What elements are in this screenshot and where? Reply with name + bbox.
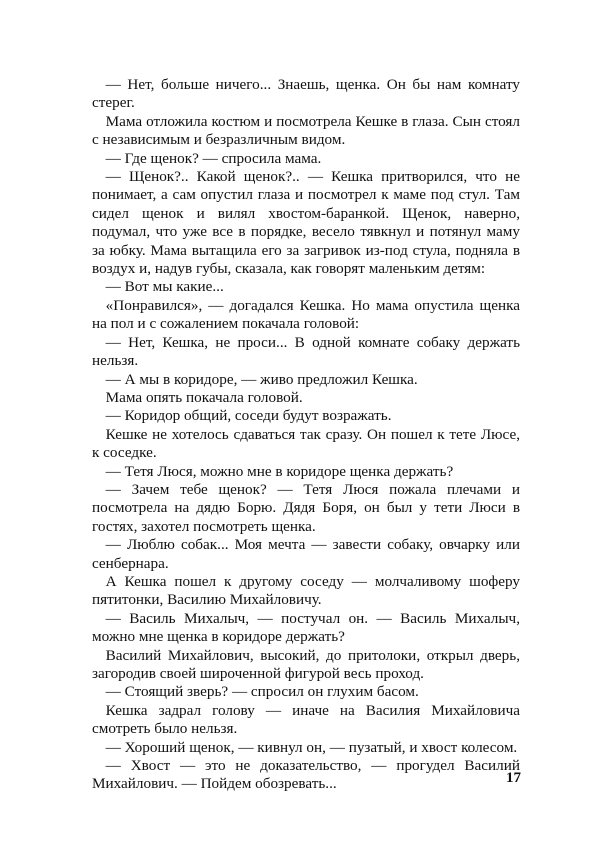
page-number: 17: [506, 770, 521, 786]
paragraph: — Хороший щенок, — кивнул он, — пузатый, и хвост колесом.: [105, 738, 518, 756]
paragraph: — Коридор общий, соседи будут возражать.: [105, 407, 392, 425]
paragraph: — Вот мы какие...: [105, 278, 224, 296]
page-body: [92, 76, 520, 794]
paragraph: — Нет, больше ничего... Знаешь, щенка. Он бы нам комнату стерег.: [92, 76, 520, 112]
paragraph: — Стоящий зверь? — спросил он глухим басом.: [105, 683, 419, 701]
paragraph: Кешке не хотелось сдаваться так сразу. Он пошел к тете Люсе, к соседке.: [92, 425, 520, 462]
paragraph: — Тетя Люся, можно мне в коридоре щенка держать?: [105, 462, 454, 480]
paragraph: — Василь Михалыч, — постучал он. — Василь Михалыч, можно мне щенка в коридоре держать?: [92, 609, 520, 646]
paragraph: — А мы в коридоре, — живо предложил Кешка.: [105, 370, 418, 388]
paragraph: Василий Михайлович, высокий, до притолоки, открыл дверь, загородив своей широченной фигурой весь проход.: [92, 646, 520, 682]
paragraph: «Понравился», — догадался Кешка. Но мама опустила щенка на пол и с сожалением покачала головой:: [92, 296, 520, 333]
paragraph: — Щенок?.. Какой щенок?.. — Кешка притворился, что не понимает, а сам опустил глаза и посмотрел к маме под стул. Там сидел щенок и вилял хвостом-баранкой. Щенок, наверно, подумал, что уже все в порядке, весело тявкнул и потянул маму за юбку. Мама вытащила его за загривок из-под стула, подняла в воздух и, надув губы, сказала, как говорят маленьким детям:: [92, 168, 520, 278]
paragraph: Мама опять покачала головой.: [105, 388, 303, 406]
paragraph: — Зачем тебе щенок? — Тетя Люся пожала плечами и посмотрела на дядю Борю. Дядя Боря, он был у тети Люси в гостях, захотел посмотреть щенка.: [92, 480, 520, 535]
paragraph: — Нет, Кешка, не проси... В одной комнате собаку держать нельзя.: [92, 333, 520, 370]
paragraph: — Где щенок? — спросила мама.: [105, 149, 322, 167]
paragraph: Мама отложила костюм и посмотрела Кешке в глаза. Сын стоял с независимым и безразличным видом.: [92, 112, 520, 149]
paragraph: А Кешка пошел к другому соседу — молчаливому шоферу пятитонки, Василию Михайловичу.: [92, 572, 520, 609]
paragraph: — Хвост — это не доказательство, — прогудел Василий Михайлович. — Пойдем обозревать...: [92, 757, 520, 793]
paragraph: — Люблю собак... Моя мечта — завести собаку, овчарку или сенбернара.: [92, 536, 520, 572]
paragraph: Кешка задрал голову — иначе на Василия Михайловича смотреть было нельзя.: [92, 701, 520, 738]
